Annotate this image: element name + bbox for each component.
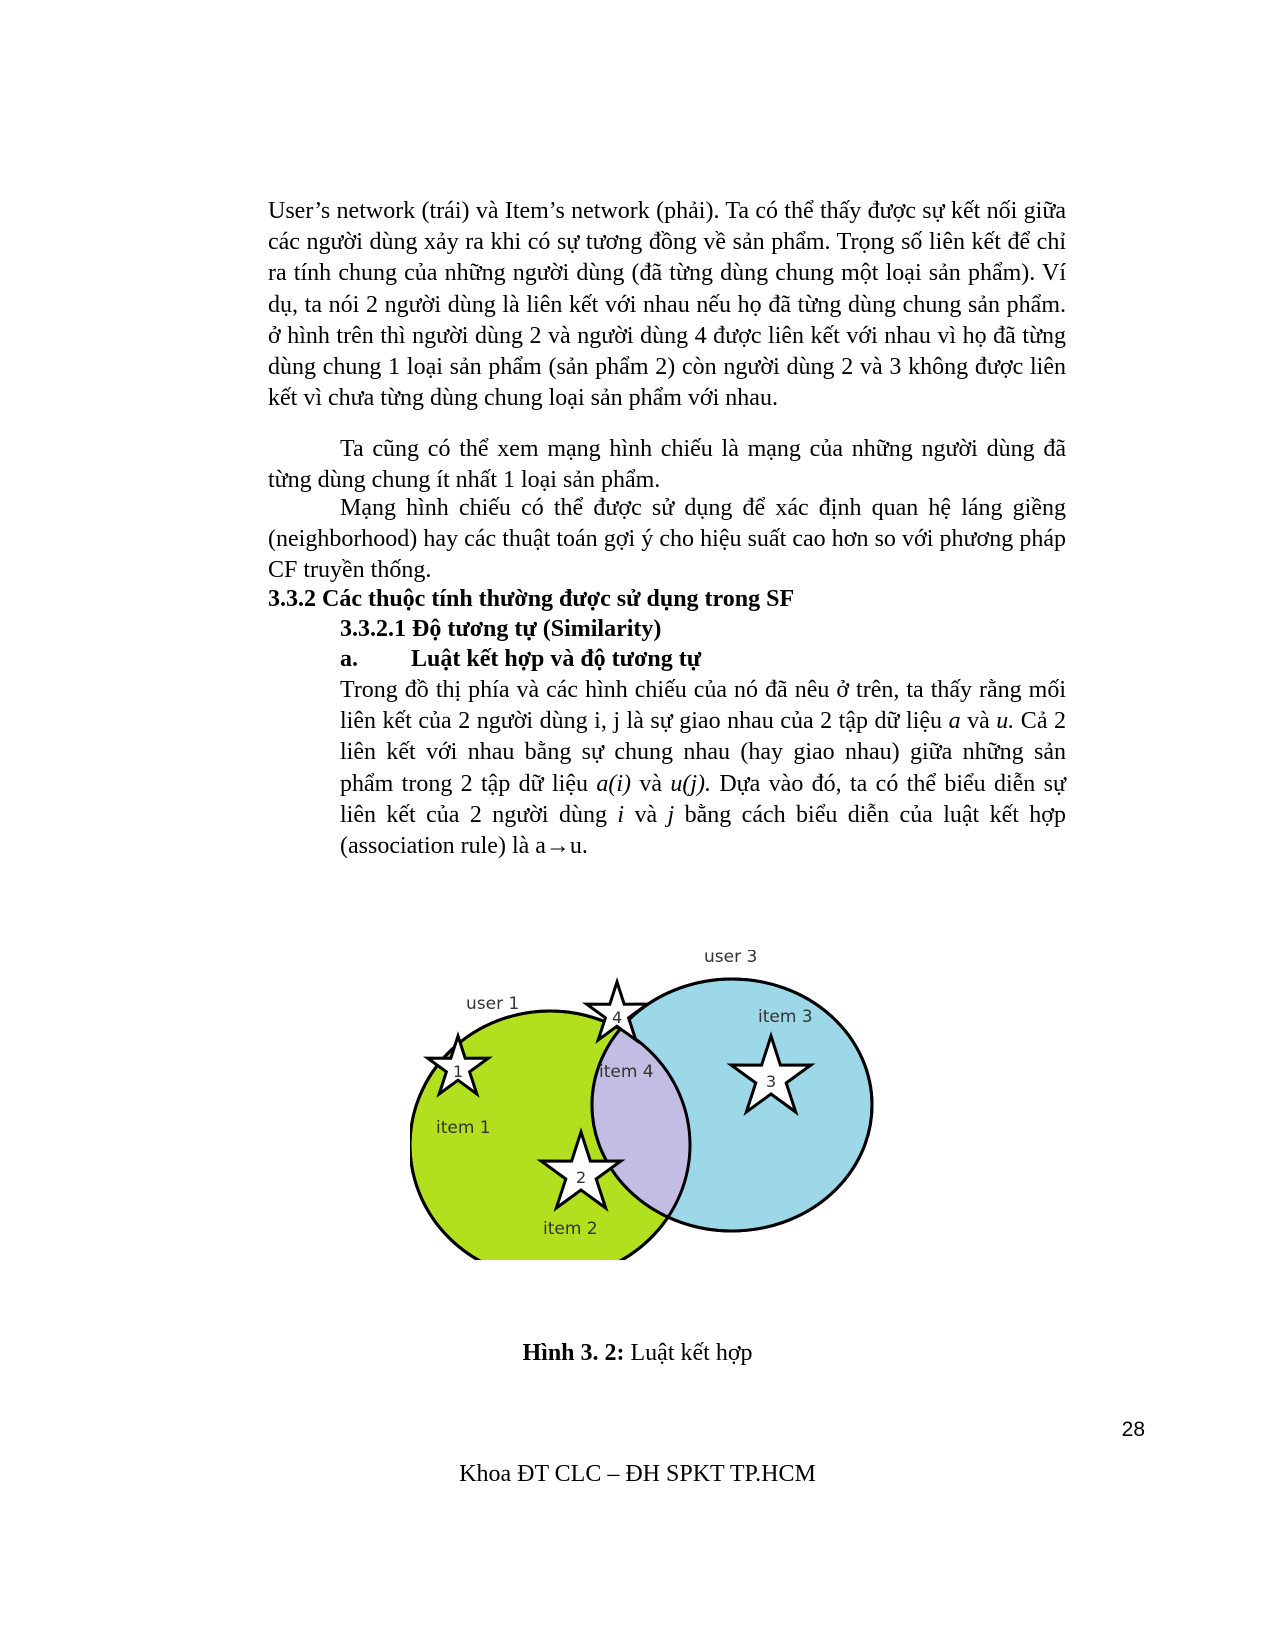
- page-footer: Khoa ĐT CLC – ĐH SPKT TP.HCM: [459, 1461, 816, 1487]
- label-user1: user 1: [466, 994, 520, 1014]
- label-item4: item 4: [599, 1062, 654, 1082]
- star-4-number: 4: [612, 1008, 623, 1027]
- label-user3: user 3: [704, 950, 758, 967]
- paragraph-projection-network: Ta cũng có thể xem mạng hình chiếu là mạng của những người dùng đã từng dùng chung ít nhất 1 loại sản phẩm.: [268, 436, 1066, 494]
- item-heading: Luật kết hợp và độ tương tự: [411, 646, 702, 672]
- paragraph-association: Trong đồ thị phía và các hình chiếu của nó đã nêu ở trên, ta thấy rằng mối liên kết của 2 người dùng i, j là sự giao nhau của 2 tập dữ liệu a và u. Cả 2 liên kết với nhau bằng sự chung nhau (hay giao nhau) giữa những sản phẩm trong 2 tập dữ liệu a(i) và u(j). Dựa vào đó, ta có thể biểu diễn sự liên kết của 2 người dùng i và j bằng cách biểu diễn của luật kết hợp (association rule) là a→u.: [340, 677, 1066, 860]
- label-item3: item 3: [758, 1007, 813, 1027]
- star-2-number: 2: [576, 1168, 587, 1187]
- paragraph-networks: User’s network (trái) và Item’s network (phải). Ta có thể thấy được sự kết nối giữa các người dùng xảy ra khi có sự tương đồng về sản phẩm. Trọng số liên kết để chỉ ra tính chung của những người dùng (đã từng dùng chung một loại sản phẩm). Ví dụ, ta nói 2 người dùng là liên kết với nhau nếu họ đã từng dùng chung sản phẩm. ở hình trên thì người dùng 2 và người dùng 4 được liên kết với nhau vì họ đã từng dùng chung 1 loại sản phẩm (sản phẩm 2) còn người dùng 2 và 3 không được liên kết vì chưa từng dùng chung loại sản phẩm với nhau.: [268, 198, 1066, 412]
- venn-diagram: [410, 950, 880, 1260]
- section-heading: 3.3.2 Các thuộc tính thường được sử dụng trong SF: [268, 586, 795, 612]
- caption-text: Luật kết hợp: [624, 1340, 753, 1366]
- paragraph-projection-usage: Mạng hình chiếu có thể được sử dụng để xác định quan hệ láng giềng (neighborhood) hay các thuật toán gợi ý cho hiệu suất cao hơn so với phương pháp CF truyền thống.: [268, 495, 1066, 584]
- star-1-number: 1: [453, 1062, 464, 1081]
- label-item2: item 2: [543, 1219, 598, 1239]
- page-number: 28: [1121, 1418, 1145, 1441]
- figure-caption: [0, 1340, 1275, 1367]
- caption-label: Hình 3. 2:: [522, 1340, 625, 1366]
- label-item1: item 1: [436, 1118, 491, 1138]
- star-3-number: 3: [766, 1072, 777, 1091]
- item-marker: a.: [340, 646, 358, 672]
- subsection-heading: 3.3.2.1 Độ tương tự (Similarity): [340, 616, 662, 642]
